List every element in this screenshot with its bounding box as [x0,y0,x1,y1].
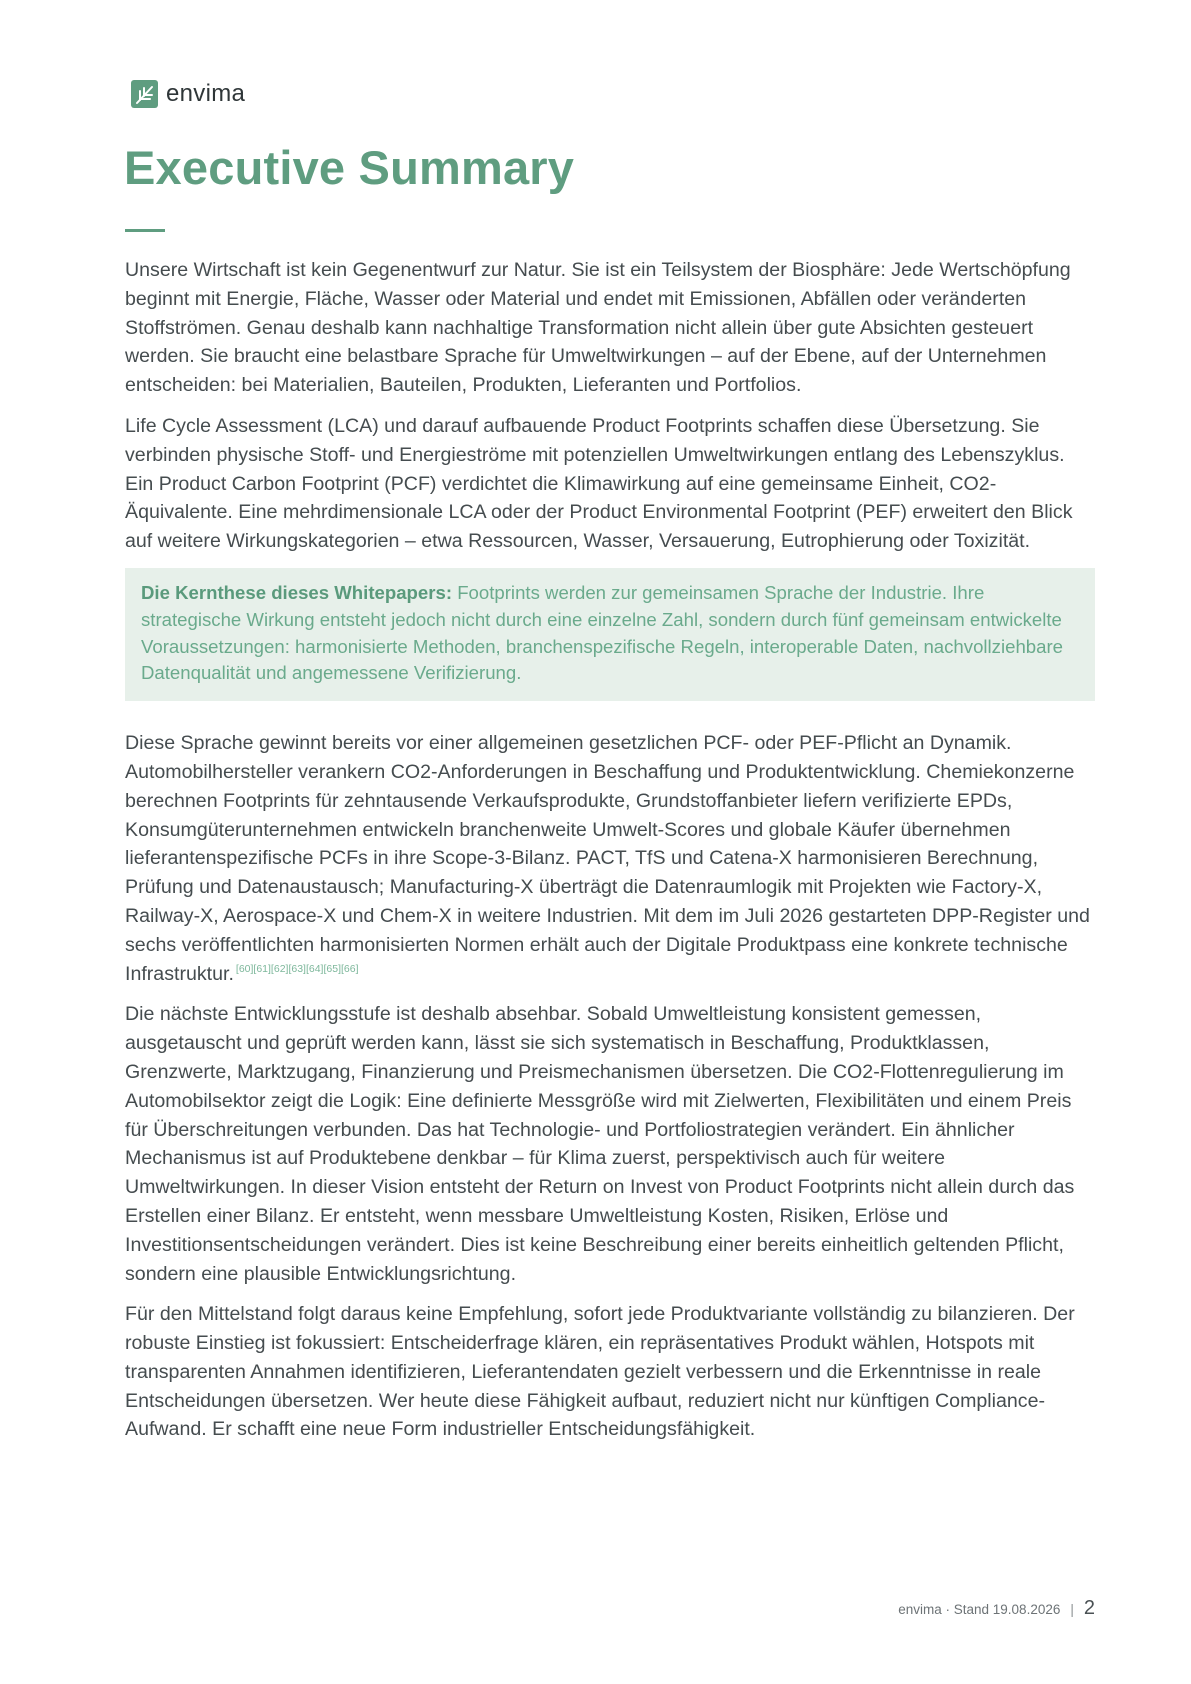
title-underline [125,229,165,232]
callout-label: Die Kernthese dieses Whitepapers: [141,581,453,603]
page-footer [898,1597,1095,1620]
leaf-branch-icon [131,80,158,108]
paragraph-intro-2: Life Cycle Assessment (LCA) und darauf aufbauende Product Footprints schaffen diese Übersetzung. Sie verbinden physische Stoff- und Energieströme mit potenziellen Umweltwirkungen entlang des Lebenszyklus. Ein Product Carbon Footprint (PCF) verdichtet die Klimawirkung auf eine gemeinsame Einheit, CO2-Äquivalente. Eine mehrdimensionale LCA oder der Product Environmental Footprint (PEF) erweitert den Blick auf weitere Wirkungskategorien – etwa Ressourcen, Wasser, Versauerung, Eutrophierung oder Toxizität. [125,414,1073,553]
paragraph-outlook: Die nächste Entwicklungsstufe ist deshalb absehbar. Sobald Umweltleistung konsistent gemessen, ausgetauscht und geprüft werden kann, lässt sie sich systematisch in Beschaffung, Produktklassen, Grenzwerte, Marktzugang, Finanzierung und Preismechanismen übersetzen. Die CO2-Flottenregulierung im Automobilsektor zeigt die Logik: Eine definierte Messgröße wird mit Zielwerten, Flexibilitäten und einem Preis für Überschreitungen verbunden. Das hat Technologie- und Portfoliostrategien verändert. Ein ähnlicher Mechanismus ist auf Produktebene denkbar – für Klima zuerst, perspektivisch auch für weitere Umweltwirkungen. In dieser Vision entsteht der Return on Invest von Product Footprints nicht allein durch das Erstellen einer Bilanz. Er entsteht, wenn messbare Umweltleistung Kosten, Risiken, Erlöse und Investitionsentscheidungen verändert. Dies ist keine Beschreibung einer bereits einheitlich geltenden Pflicht, sondern eine plausible Entwicklungsrichtung. [125,1003,1075,1285]
paragraph-dynamics [125,729,1095,988]
logo [131,80,245,108]
callout-text: Footprints werden zur gemeinsamen Sprache der Industrie. Ihre strategische Wirkung entsteht jedoch nicht durch eine einzelne Zahl, sondern durch fünf gemeinsam entwickelte Voraussetzungen: harmonisierte Methoden, branchenspezifische Regeln, interoperable Daten, nachvollziehbare Datenqualität und angemessene Verifizierung. [141,581,1063,684]
page-number: 2 [1083,1597,1095,1619]
key-thesis-callout [125,568,1095,701]
footer-label: envima · Stand 19.08.2026 [898,1602,1061,1617]
paragraph-sme: Für den Mittelstand folgt daraus keine Empfehlung, sofort jede Produktvariante vollständig zu bilanzieren. Der robuste Einstieg ist fokussiert: Entscheiderfrage klären, ein repräsentatives Produkt wählen, Hotspots mit transparenten Annahmen identifizieren, Lieferantendaten gezielt verbessern und die Erkenntnisse in reale Entscheidungen übersetzen. Wer heute diese Fähigkeit aufbaut, reduziert nicht nur künftigen Compliance-Aufwand. Er schafft eine neue Form industrieller Entscheidungsfähigkeit. [125,1303,1075,1441]
reference-links[interactable]: [60][61][62][63][64][65][66] [235,963,359,975]
paragraph-dynamics-text: Diese Sprache gewinnt bereits vor einer allgemeinen gesetzlichen PCF- oder PEF-Pflicht an Dynamik. Automobilhersteller verankern CO2-Anforderungen in Beschaffung und Produktentwicklung. Chemiekonzerne berechnen Footprints für zehntausende Verkaufsprodukte, Grundstoffanbieter liefern verifizierte EPDs, Konsumgüterunternehmen entwickeln branchenweite Umwelt-Scores und globale Käufer übernehmen lieferantenspezifische PCFs in ihre Scope-3-Bilanz. PACT, TfS und Catena-X harmonisieren Berechnung, Prüfung und Datenaustausch; Manufacturing-X überträgt die Datenraumlogik mit Projekten wie Factory-X, Railway-X, Aerospace-X und Chem-X in weitere Industrien. Mit dem im Juli 2026 gestarteten DPP-Register und sechs veröffentlichten harmonisierten Normen erhält auch der Digitale Produktpass eine konkrete technische Infrastruktur. [125,732,1090,985]
footer-separator: | [1070,1602,1074,1617]
logo-text: envima [166,80,246,107]
page-title: Executive Summary [124,141,575,194]
paragraph-intro-1: Unsere Wirtschaft ist kein Gegenentwurf zur Natur. Sie ist ein Teilsystem der Biosphäre: Jede Wertschöpfung beginnt mit Energie, Fläche, Wasser oder Material und endet mit Emissionen, Abfällen oder veränderten Stoffströmen. Genau deshalb kann nachhaltige Transformation nicht allein über gute Absichten gesteuert werden. Sie braucht eine belastbare Sprache für Umweltwirkungen – auf der Ebene, auf der Unternehmen entscheiden: bei Materialien, Bauteilen, Produkten, Lieferanten und Portfolios. [125,259,1071,397]
body-content [125,256,1095,1456]
